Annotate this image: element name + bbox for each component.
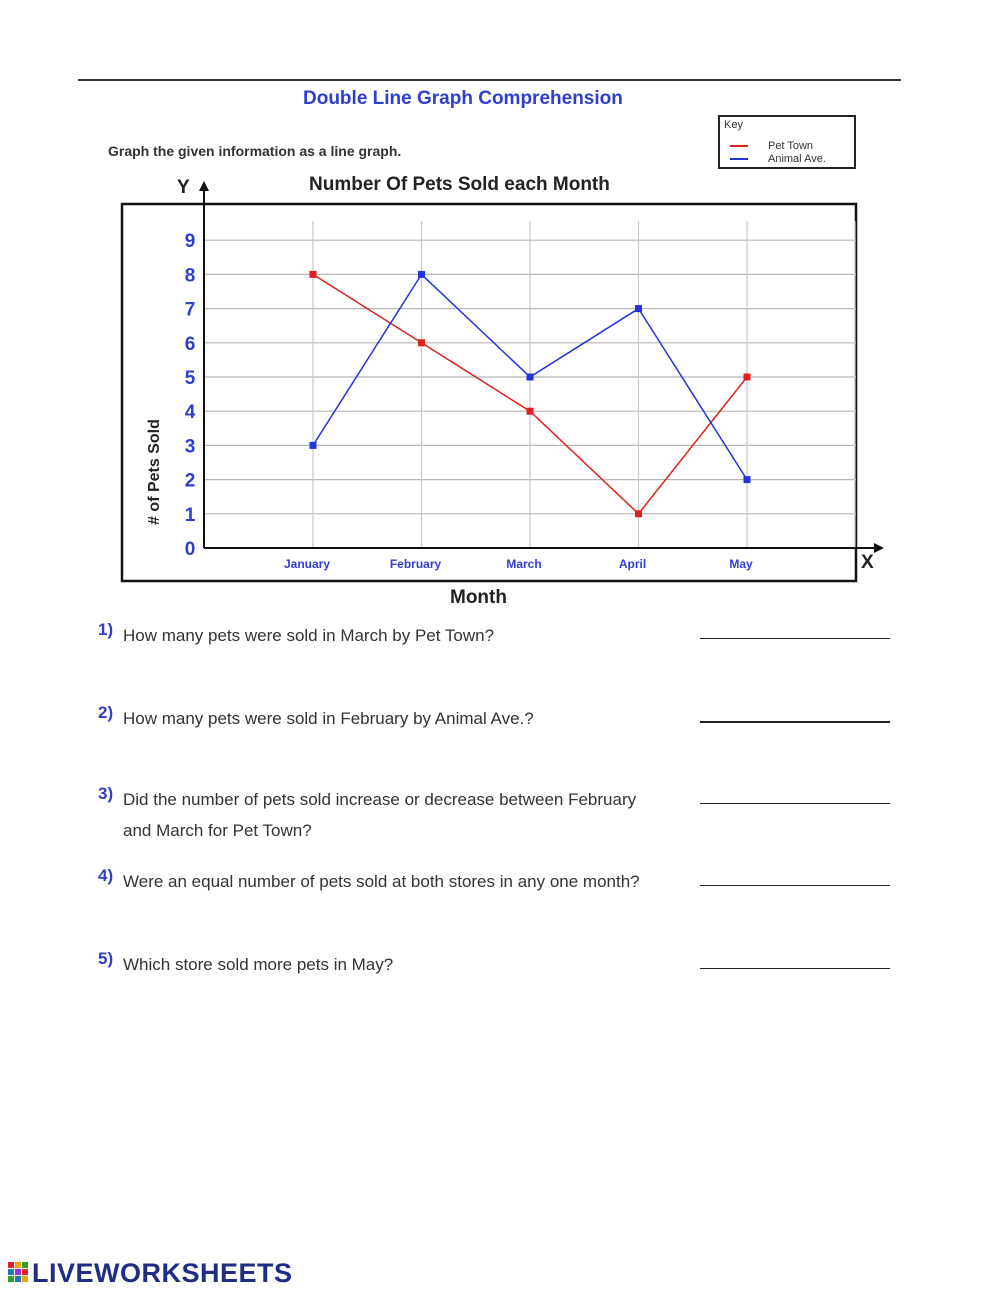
y-tick-label: 6	[184, 333, 196, 355]
x-tick-labels	[284, 557, 753, 571]
key-title: Key	[724, 119, 743, 131]
y-axis-arrow-icon	[199, 181, 209, 191]
y-tick-label: 4	[184, 402, 196, 424]
instruction-text: Graph the given information as a line graph.	[108, 143, 402, 159]
question-number: 2)	[98, 703, 114, 722]
grid-layer	[204, 221, 856, 548]
chart-frame	[122, 204, 856, 581]
data-point-pet-town	[635, 510, 642, 517]
data-point-pet-town	[418, 339, 425, 346]
question-number: 3)	[98, 784, 114, 803]
x-axis-letter: X	[861, 552, 874, 573]
x-tick-label: January	[283, 557, 331, 571]
question-text: Were an equal number of pets sold at both stores in any one month?	[123, 872, 640, 891]
x-tick-label: February	[389, 557, 442, 571]
y-tick-label: 0	[184, 539, 196, 560]
question-number: 4)	[98, 866, 114, 885]
question-number: 5)	[98, 949, 114, 968]
data-point-animal-ave	[418, 271, 425, 278]
y-tick-label: 2	[184, 470, 196, 492]
data-point-animal-ave	[744, 476, 751, 483]
x-tick-label: April	[618, 557, 647, 571]
question-text: Did the number of pets sold increase or decrease between February and March for Pet Town?	[123, 790, 637, 840]
liveworksheets-logo-icon	[8, 1262, 29, 1283]
page-title: Double Line Graph Comprehension	[303, 88, 623, 109]
key-label: Animal Ave.	[768, 153, 826, 165]
x-axis-arrow-icon	[874, 543, 884, 553]
key-label: Pet Town	[768, 140, 814, 152]
data-point-animal-ave	[527, 374, 534, 381]
answer-line-2[interactable]	[700, 721, 890, 723]
question-number: 1)	[98, 620, 114, 639]
y-axis-letter: Y	[177, 177, 190, 198]
answer-line-1[interactable]	[700, 638, 890, 639]
data-point-pet-town	[744, 374, 751, 381]
answer-line-3[interactable]	[700, 803, 890, 804]
answer-line-5[interactable]	[700, 968, 890, 969]
liveworksheets-logo: LIVEWORKSHEETS	[32, 1258, 293, 1288]
y-tick-label: 7	[184, 299, 196, 321]
y-tick-labels	[185, 231, 196, 560]
data-point-pet-town	[310, 271, 317, 278]
question-text: Which store sold more pets in May?	[123, 955, 394, 974]
x-tick-label: May	[729, 557, 753, 571]
y-axis-title: # of Pets Sold	[146, 419, 163, 525]
x-axis-title: Month	[450, 587, 507, 608]
y-tick-label: 1	[184, 504, 196, 526]
question-text: How many pets were sold in March by Pet Town?	[123, 626, 495, 645]
chart-title: Number Of Pets Sold each Month	[309, 174, 610, 195]
answer-line-4[interactable]	[700, 885, 890, 886]
data-point-animal-ave	[635, 305, 642, 312]
line-chart	[0, 0, 1000, 620]
question-text: How many pets were sold in February by Animal Ave.?	[123, 709, 534, 728]
y-tick-label: 3	[184, 436, 196, 458]
y-tick-label: 5	[184, 368, 196, 389]
data-point-pet-town	[527, 408, 534, 415]
y-tick-label: 8	[184, 265, 196, 287]
x-tick-label: March	[506, 557, 542, 571]
y-tick-label: 9	[184, 231, 196, 253]
data-point-animal-ave	[310, 442, 317, 449]
